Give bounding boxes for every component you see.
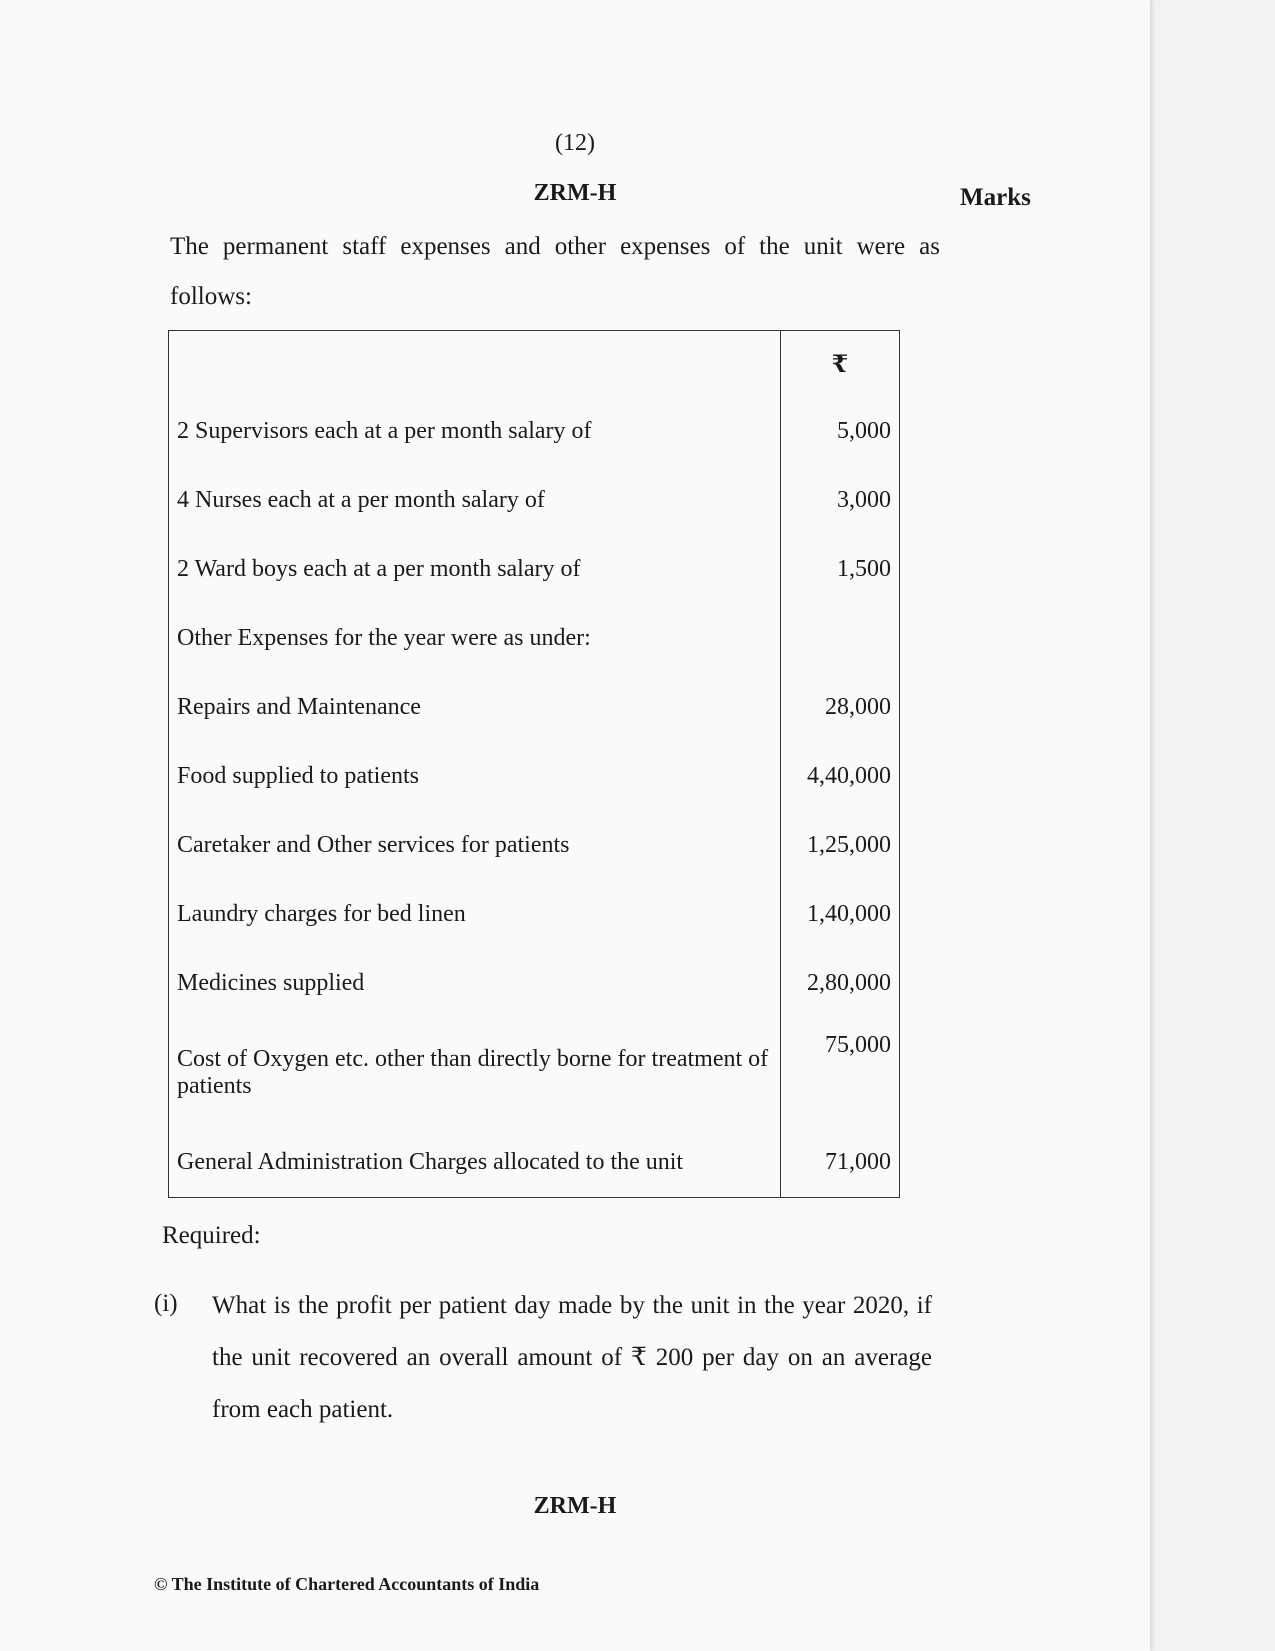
expense-amount: 4,40,000: [781, 742, 900, 811]
paper-code-header: ZRM-H: [533, 180, 617, 206]
expense-label: Cost of Oxygen etc. other than directly borne for treatment of patients: [169, 1018, 781, 1128]
table-row: [169, 1128, 900, 1198]
question-text: What is the profit per patient day made by the unit in the year 2020, if the unit recovered an overall amount of ₹ 200 per day on an average from each patient.: [212, 1292, 932, 1423]
staff-label: 4 Nurses each at a per month salary of: [169, 466, 781, 535]
table-row: [169, 535, 900, 604]
table-row: [169, 949, 900, 1018]
currency-header: ₹: [781, 331, 900, 398]
table-header-row: [169, 331, 900, 398]
expenses-table: [168, 330, 900, 1198]
other-expenses-heading: Other Expenses for the year were as under:: [169, 604, 781, 673]
required-label: Required:: [162, 1222, 261, 1249]
blank-amount: [781, 604, 900, 673]
staff-amount: 5,000: [781, 397, 900, 466]
table-row: [169, 673, 900, 742]
table-header-blank: [169, 331, 781, 398]
expense-label: General Administration Charges allocated to the unit: [169, 1128, 781, 1198]
staff-amount: 1,500: [781, 535, 900, 604]
question-number: (i): [154, 1290, 178, 1317]
paper-code-footer: ZRM-H: [533, 1493, 617, 1519]
expense-amount: 1,25,000: [781, 811, 900, 880]
table-row: [169, 742, 900, 811]
copyright-notice: © The Institute of Chartered Accountants of India: [154, 1574, 540, 1594]
staff-label: 2 Ward boys each at a per month salary of: [169, 535, 781, 604]
expense-label: Medicines supplied: [169, 949, 781, 1018]
expense-label: Food supplied to patients: [169, 742, 781, 811]
expense-label: Caretaker and Other services for patients: [169, 811, 781, 880]
staff-label: 2 Supervisors each at a per month salary of: [169, 397, 781, 466]
expense-label: Repairs and Maintenance: [169, 673, 781, 742]
staff-amount: 3,000: [781, 466, 900, 535]
expense-amount: 75,000: [781, 1018, 900, 1128]
marks-label: Marks: [960, 184, 1031, 211]
table-row: [169, 880, 900, 949]
expense-amount: 1,40,000: [781, 880, 900, 949]
expense-amount: 71,000: [781, 1128, 900, 1198]
intro-paragraph: The permanent staff expenses and other expenses of the unit were as follows:: [170, 233, 940, 310]
expense-amount: 2,80,000: [781, 949, 900, 1018]
table-row: [169, 1018, 900, 1128]
table-row: [169, 811, 900, 880]
page-number: (12): [555, 130, 595, 156]
other-expenses-heading-row: [169, 604, 900, 673]
table-row: [169, 466, 900, 535]
expense-label: Laundry charges for bed linen: [169, 880, 781, 949]
table-row: [169, 397, 900, 466]
expense-amount: 28,000: [781, 673, 900, 742]
